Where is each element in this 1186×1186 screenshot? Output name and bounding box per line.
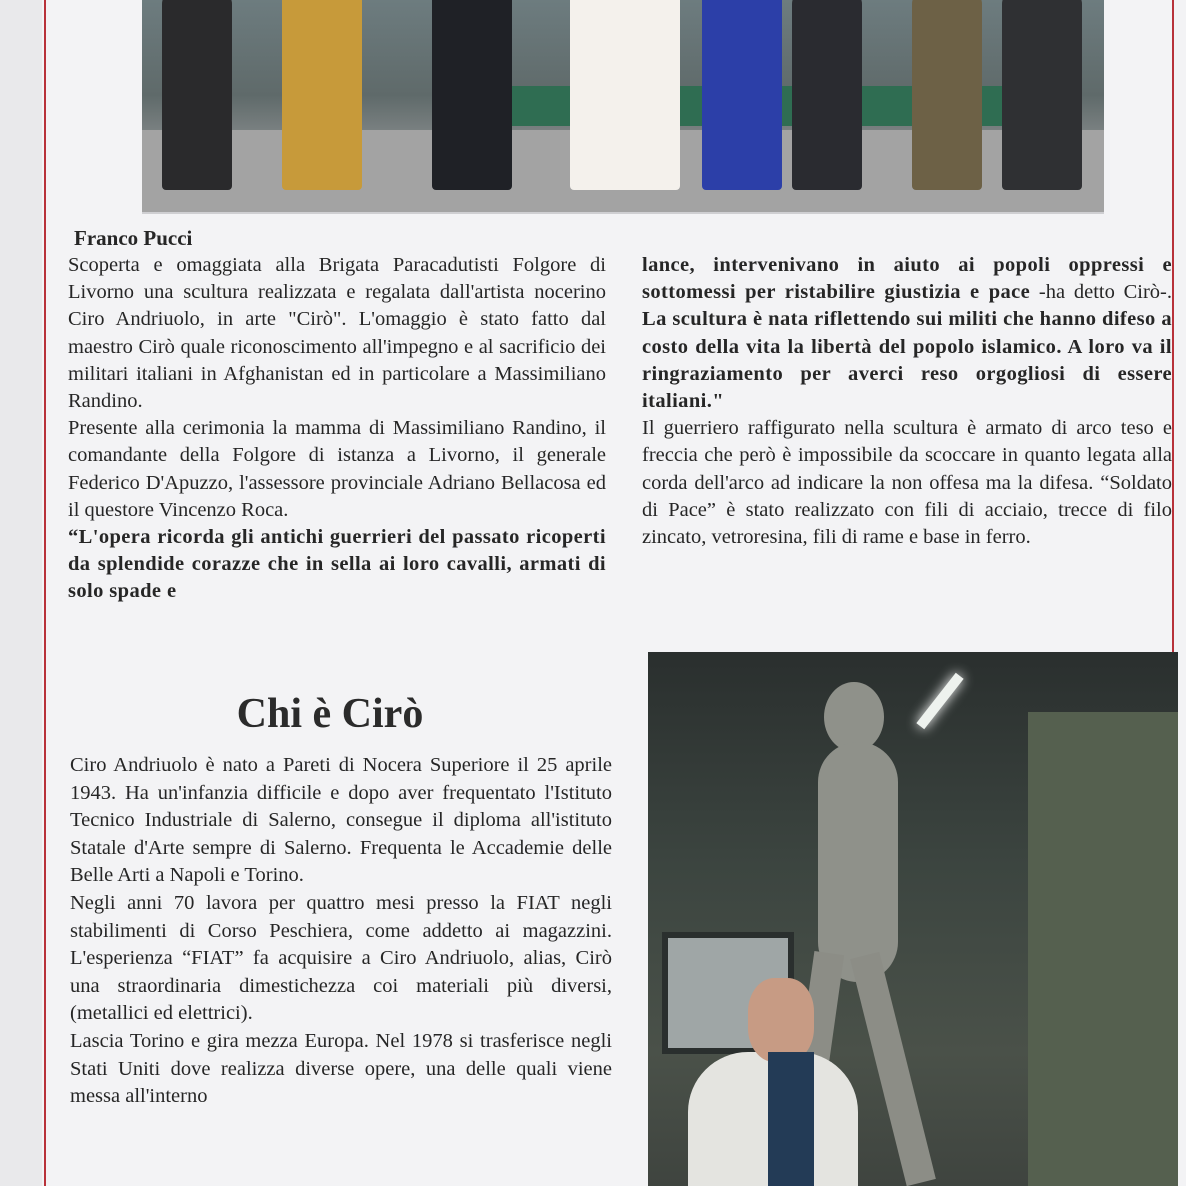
artist-head <box>748 978 814 1062</box>
photo-person <box>912 0 982 190</box>
article-byline: Franco Pucci <box>74 226 193 250</box>
bio-column <box>70 752 612 1111</box>
photo-person <box>570 0 680 190</box>
section-title: Chi è Cirò <box>236 691 424 737</box>
article-paragraph: Il guerriero raffigurato nella scultura è armato di arco teso e freccia che però è impossibile da scoccare in quanto legata alla corda dell'arco ad indicare la non offesa ma la difesa. “Soldato di Pace” è stato realizzato con fili di acciaio, trecce di filo zincato, vetroresina, fili di rame e base in ferro. <box>642 417 1172 549</box>
photo-person <box>162 0 232 190</box>
quote-text: lance, intervenivano in aiuto ai popoli oppressi e sottomessi per ristabilire giustizia e pace <box>642 254 1172 304</box>
sculpture-photo <box>648 652 1178 1186</box>
ceremony-group-photo <box>142 0 1104 214</box>
artist-scarf <box>768 1052 814 1186</box>
bio-paragraph: Lascia Torino e gira mezza Europa. Nel 1978 si trasferisce negli Stati Uniti dove realizza diverse opere, una delle quali viene messa all'interno <box>70 1029 612 1108</box>
photo-person <box>282 0 362 190</box>
article-column-right <box>642 252 1172 551</box>
photo-person <box>792 0 862 190</box>
article-paragraph: Scoperta e omaggiata alla Brigata Paracadutisti Folgore di Livorno una scultura realizzata e regalata dall'artista nocerino Ciro Andriuolo, in arte "Cirò". L'omaggio è stato fatto dal maestro Cirò quale riconoscimento all'impegno e al sacrificio dei militari italiani in Afghanistan ed in particolare a Massimiliano Randino. <box>68 254 606 413</box>
quote-text: La scultura è nata riflettendo sui militi che hanno difeso a costo della vita la libertà del popolo islamico. A loro va il ringraziamento per averci reso orgogliosi di essere italiani." <box>642 308 1172 413</box>
photo-wall <box>1028 712 1178 1186</box>
article-quote-continued <box>642 252 1172 415</box>
quote-attribution: -ha detto Cirò-. <box>1030 281 1172 304</box>
article-column-left <box>68 252 606 606</box>
photo-lamp <box>916 673 963 730</box>
bio-paragraph: Negli anni 70 lavora per quattro mesi presso la FIAT negli stabilimenti di Corso Peschiera, come addetto ai magazzini. L'esperienza “FIAT” fa acquisire a Ciro Andriuolo, alias, Cirò una straordinaria dimestichezza coi materiali più diversi, (metallici ed elettrici). <box>70 891 612 1025</box>
bio-paragraph: Ciro Andriuolo è nato a Pareti di Nocera Superiore il 25 aprile 1943. Ha un'infanzia difficile e dopo aver frequentato l'Istituto Tecnico Industriale di Salerno, consegue il diploma all'istituto Statale d'Arte sempre di Salerno. Frequenta le Accademie delle Belle Arti a Napoli e Torino. <box>70 754 612 887</box>
sculpture-leg <box>850 952 936 1186</box>
sculpture-body <box>818 742 898 982</box>
photo-person <box>702 0 782 190</box>
article-paragraph: Presente alla cerimonia la mamma di Massimiliano Randino, il comandante della Folgore di istanza a Livorno, il generale Federico D'Apuzzo, l'assessore provinciale Adriano Bellacosa ed il questore Vincenzo Roca. <box>68 417 606 521</box>
photo-person <box>432 0 512 190</box>
photo-person <box>1002 0 1082 190</box>
page-border-left <box>44 0 46 1186</box>
article-quote: “L'opera ricorda gli antichi guerrieri del passato ricoperti da splendide corazze che in sella ai loro cavalli, armati di solo spade e <box>68 526 606 603</box>
